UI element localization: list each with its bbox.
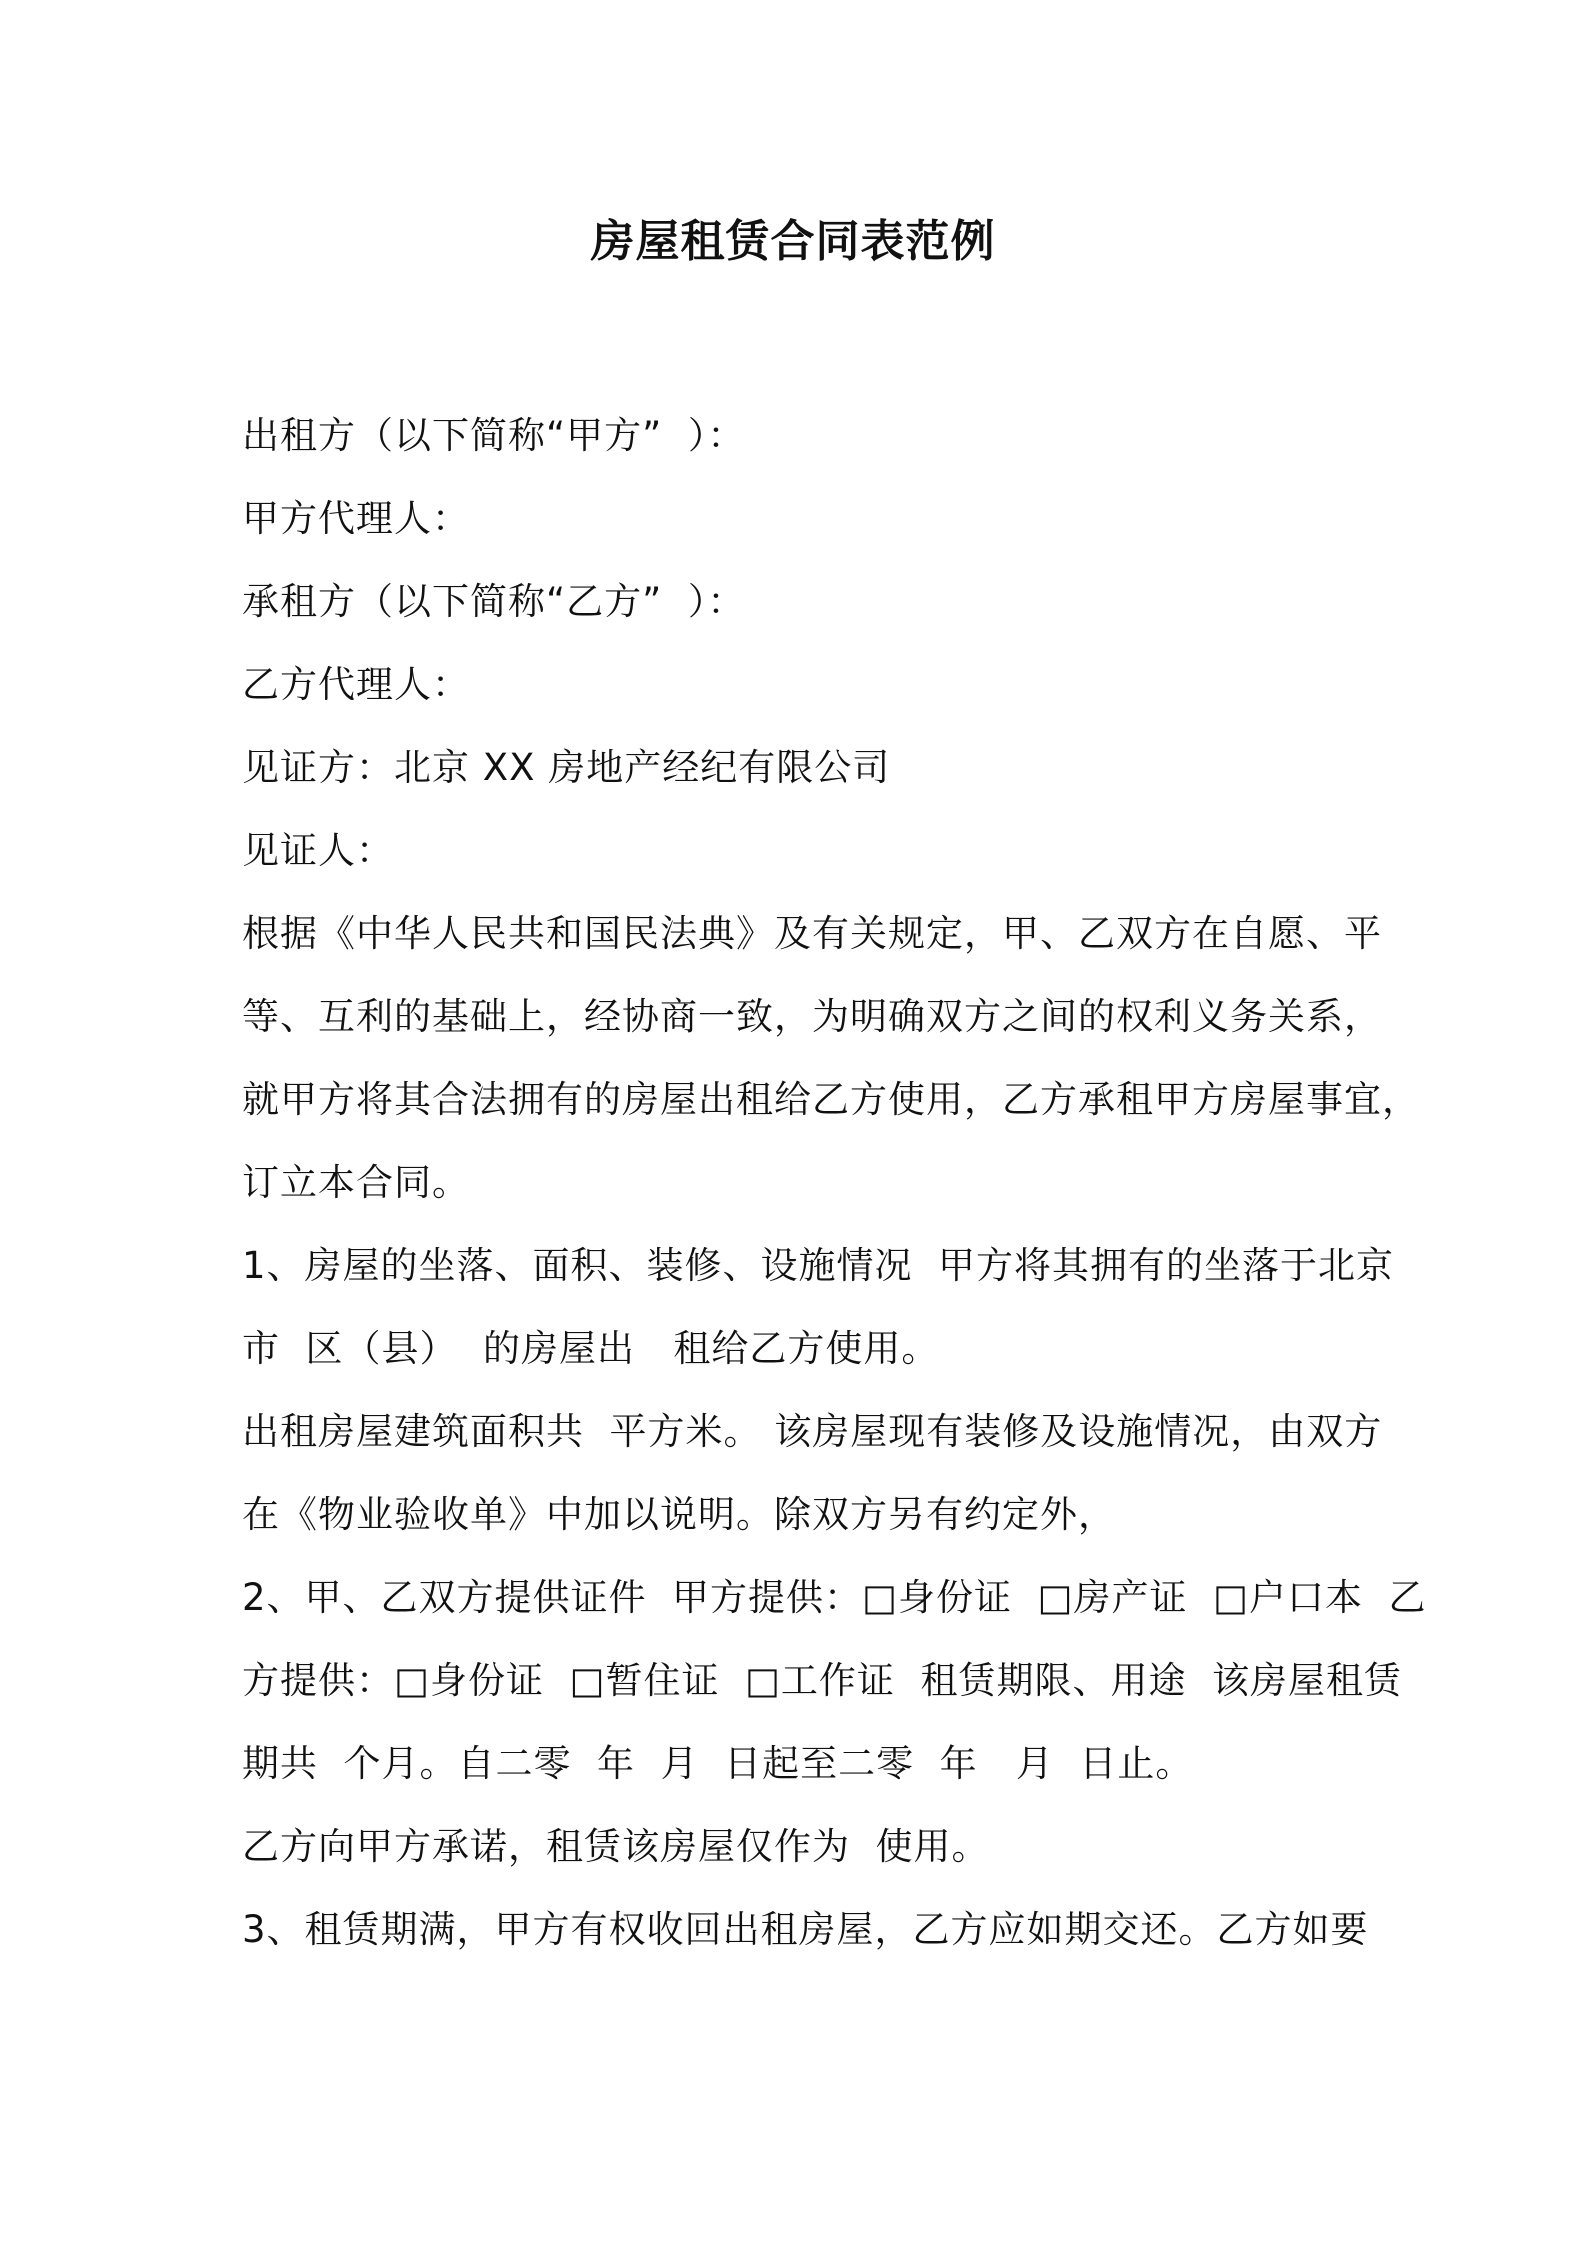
clause-3-line-1: 3、租赁期满，甲方有权收回出租房屋，乙方应如期交还。乙方如要	[242, 1908, 1369, 1951]
lessor-agent-line: 甲方代理人：	[242, 497, 470, 540]
witness-party-line: 见证方：北京 XX 房地产经纪有限公司	[242, 746, 891, 789]
clause-1-line-2: 市 区（县） 的房屋出 租给乙方使用。	[242, 1327, 940, 1370]
clause-2-line-3: 期共 个月。自二零 年 月 日起至二零 年 月 日止。	[242, 1742, 1194, 1785]
clause-1-line-3: 出租房屋建筑面积共 平方米。 该房屋现有装修及设施情况，由双方	[242, 1410, 1383, 1453]
preamble-line-2: 等、互利的基础上，经协商一致，为明确双方之间的权利义务关系，	[242, 995, 1382, 1038]
document-title: 房屋租赁合同表范例	[590, 216, 996, 267]
preamble-line-3: 就甲方将其合法拥有的房屋出租给乙方使用，乙方承租甲方房屋事宜，	[242, 1078, 1420, 1121]
preamble-line-1: 根据《中华人民共和国民法典》及有关规定，甲、乙双方在自愿、平	[242, 912, 1382, 955]
clause-1-line-4: 在《物业验收单》中加以说明。除双方另有约定外，	[242, 1493, 1116, 1536]
lessee-agent-line: 乙方代理人：	[242, 663, 470, 706]
clause-2-line-4: 乙方向甲方承诺，租赁该房屋仅作为 使用。	[242, 1825, 990, 1868]
lessee-line: 承租方（以下简称“乙方” ）：	[242, 580, 746, 623]
clause-2-line-2: 方提供：□身份证 □暂住证 □工作证 租赁期限、用途 该房屋租赁	[242, 1659, 1402, 1702]
lessor-line: 出租方（以下简称“甲方” ）：	[242, 414, 746, 457]
clause-1-line-1: 1、房屋的坐落、面积、装修、设施情况 甲方将其拥有的坐落于北京	[242, 1244, 1395, 1287]
preamble-line-4: 订立本合同。	[242, 1161, 470, 1204]
clause-2-line-1: 2、甲、乙双方提供证件 甲方提供：□身份证 □房产证 □户口本 乙	[242, 1576, 1427, 1619]
witness-person-line: 见证人：	[242, 829, 394, 872]
